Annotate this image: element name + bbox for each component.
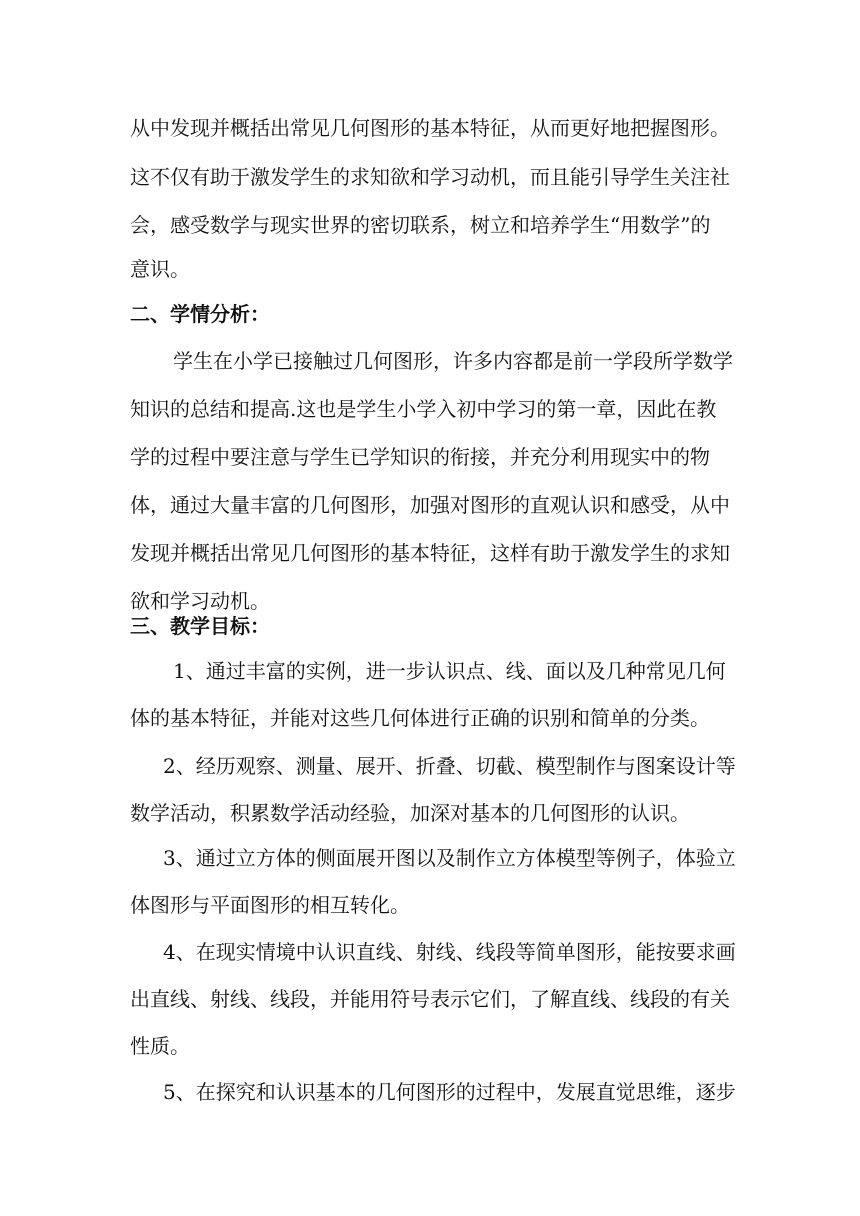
section2-line-3: 学的过程中要注意与学生已学知识的衔接，并充分利用现实中的物 <box>130 445 710 469</box>
section2-line-4: 体，通过大量丰富的几何图形，加强对图形的直观认识和感受，从中 <box>130 493 730 517</box>
section2-line-5: 发现并概括出常见几何图形的基本特征，这样有助于激发学生的求知 <box>130 541 730 565</box>
objective-2-line-2: 数学活动，积累数学活动经验，加深对基本的几何图形的认识。 <box>130 801 690 825</box>
objective-4-line-1: 4、在现实情境中认识直线、射线、线段等简单图形，能按要求画 <box>163 940 736 964</box>
intro-line-2: 这不仅有助于激发学生的求知欲和学习动机，而且能引导学生关注社 <box>130 165 730 189</box>
section2-line-6: 欲和学习动机。 <box>130 589 270 613</box>
objective-3-line-1: 3、通过立方体的侧面展开图以及制作立方体模型等例子，体验立 <box>163 846 736 870</box>
section-heading-learning-analysis: 二、学情分析： <box>130 302 270 326</box>
objective-1-line-1: 1、通过丰富的实例，进一步认识点、线、面以及几种常见几何 <box>173 659 726 683</box>
objective-3-line-2: 体图形与平面图形的相互转化。 <box>130 893 410 917</box>
section2-line-1: 学生在小学已接触过几何图形，许多内容都是前一学段所学数学 <box>173 349 733 373</box>
intro-line-4: 意识。 <box>130 257 190 281</box>
intro-line-3: 会，感受数学与现实世界的密切联系，树立和培养学生“用数学”的 <box>130 213 711 237</box>
objective-2-line-1: 2、经历观察、测量、展开、折叠、切截、模型制作与图案设计等 <box>163 754 736 778</box>
objective-1-line-2: 体的基本特征，并能对这些几何体进行正确的识别和简单的分类。 <box>130 706 710 730</box>
section2-line-2: 知识的总结和提高.这也是学生小学入初中学习的第一章，因此在教 <box>130 397 717 421</box>
objective-5-line-1: 5、在探究和认识基本的几何图形的过程中，发展直觉思维，逐步 <box>163 1080 736 1104</box>
intro-line-1: 从中发现并概括出常见几何图形的基本特征，从而更好地把握图形。 <box>130 116 730 140</box>
objective-4-line-2: 出直线、射线、线段，并能用符号表示它们，了解直线、线段的有关 <box>130 987 730 1011</box>
objective-4-line-3: 性质。 <box>130 1034 190 1058</box>
section-heading-teaching-objectives: 三、教学目标： <box>130 614 270 638</box>
